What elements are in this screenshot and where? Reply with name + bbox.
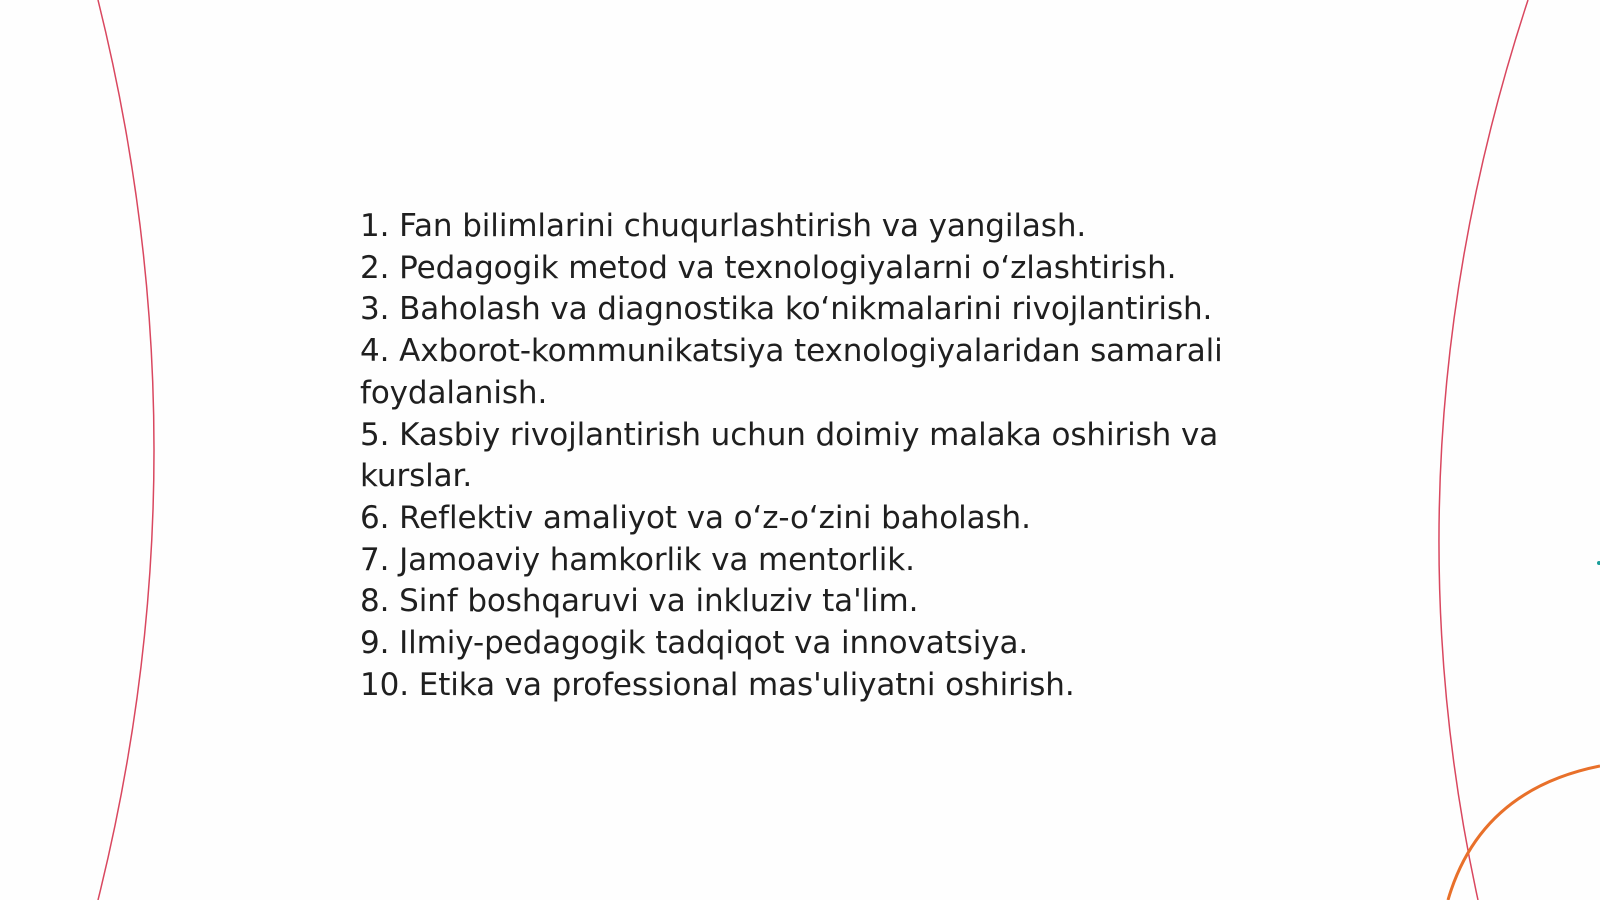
list-item: 9. Ilmiy-pedagogik tadqiqot va innovatsiya. xyxy=(360,625,1029,662)
list-item: 7. Jamoaviy hamkorlik va mentorlik. xyxy=(360,541,915,578)
list-item: 10. Etika va professional mas'uliyatni oshirish. xyxy=(360,666,1075,703)
left-curve xyxy=(98,0,154,900)
orange-arc xyxy=(1448,766,1600,900)
right-curve xyxy=(1439,0,1528,900)
list-item: 1. Fan bilimlarini chuqurlashtirish va yangilash. xyxy=(360,208,1087,244)
list xyxy=(360,206,1240,706)
list-item: 5. Kasbiy rivojlantirish uchun doimiy malaka oshirish va kurslar. xyxy=(360,416,1219,495)
list-item: 3. Baholash va diagnostika koʻnikmalarini rivojlantirish. xyxy=(360,291,1213,328)
list-item: 6. Reflektiv amaliyot va oʻz-oʻzini baholash. xyxy=(360,499,1031,536)
list-item: 4. Axborot-kommunikatsiya texnologiyalaridan samarali foydalanish. xyxy=(360,333,1223,411)
list-item: 8. Sinf boshqaruvi va inkluziv ta'lim. xyxy=(360,583,919,620)
list-item: 2. Pedagogik metod va texnologiyalarni oʻzlashtirish. xyxy=(360,249,1177,286)
